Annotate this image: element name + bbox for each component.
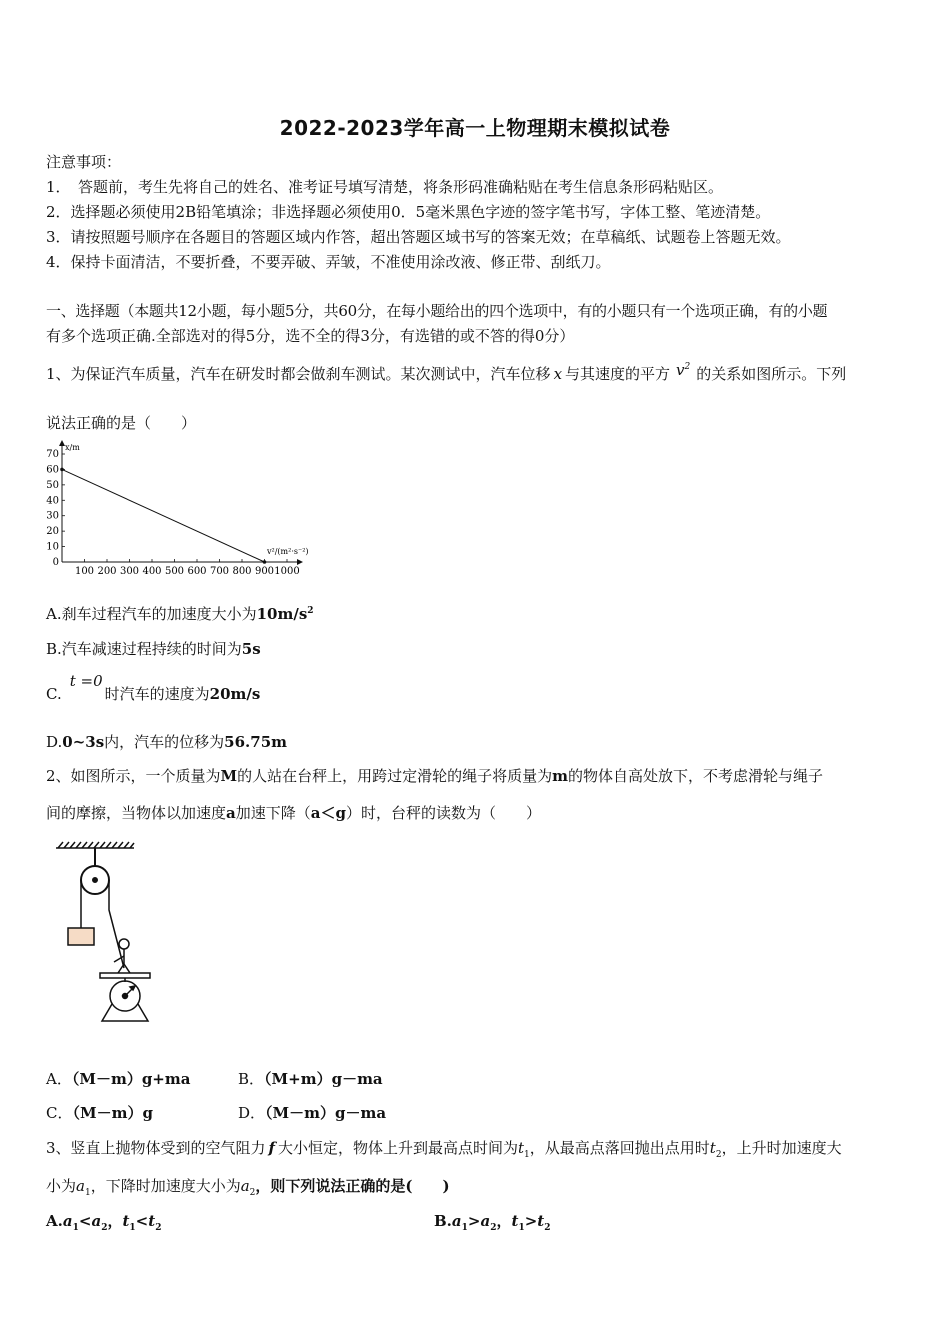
x-tick-label: 400	[142, 566, 162, 577]
section-heading-line: 有多个选项正确.全部选对的得5分，选不全的得3分，有选错的或不答的得0分）	[46, 327, 575, 345]
person-icon	[114, 939, 130, 973]
pulley-icon	[81, 848, 109, 894]
y-tick-label: 30	[46, 510, 59, 522]
y-tick-label: 20	[46, 526, 59, 538]
notice-item: 1． 答题前，考生先将自己的姓名、准考证号填写清楚，将条形码准确粘贴在考生信息条形码粘贴区。	[46, 178, 724, 196]
q1-stem-text: 1、为保证汽车质量，汽车在研发时都会做刹车测试。某次测试中，汽车位移	[46, 365, 551, 383]
x-tick-label: 1000	[274, 566, 300, 577]
y-tick-label: 70	[46, 449, 59, 460]
q1-option-d: D.0~3s内，汽车的位移为56.75m	[46, 733, 288, 751]
x-axis-arrow	[297, 559, 303, 565]
q1-chart	[40, 440, 340, 585]
series-line	[62, 469, 265, 562]
q1-option-c: C.t =0时汽车的速度为20m/s	[46, 672, 261, 703]
data-point	[263, 560, 267, 564]
chart-series	[60, 468, 266, 564]
notice-heading: 注意事项：	[46, 153, 122, 171]
q1-option-a: A.刹车过程汽车的加速度大小为$10m/s^2$	[46, 605, 314, 623]
q2-option-a: A．（M－m）g+ma	[46, 1070, 191, 1088]
data-point	[60, 468, 64, 472]
q1-stem-text: 与其速度的平方	[565, 365, 671, 383]
y-tick-label: 60	[46, 464, 59, 476]
var-v-squared: $v^2$	[676, 361, 691, 379]
q1-option-b: B.汽车减速过程持续的时间为5s	[46, 640, 261, 658]
x-tick-label: 600	[187, 566, 207, 577]
section-heading-line: 一、选择题（本题共12小题，每小题5分，共60分，在每小题给出的四个选项中，有的小题只有一个选项正确，有的小题	[46, 302, 828, 320]
q3-option-b: $B.a_1>a_2$，$t_1>t_2$	[434, 1212, 551, 1233]
q1-stem-text: 的关系如图所示。下列	[696, 365, 847, 383]
x-tick-label: 700	[209, 566, 230, 577]
q2-stem: 2、如图所示，一个质量为M的人站在台秤上，用跨过定滑轮的绳子将质量为m的物体自高处放下，不考虑滑轮与绳子	[46, 767, 824, 785]
ceiling	[56, 842, 134, 848]
q1-stem	[46, 361, 847, 384]
x-axis-label: v²/(m²·s⁻²)	[267, 547, 309, 556]
x-tick-label: 500	[164, 566, 185, 577]
q2-option-d: D．（M－m）g－ma	[238, 1104, 387, 1122]
y-tick-label: 50	[46, 479, 59, 491]
notice-item: 2．选择题必须使用2B铅笔填涂；非选择题必须使用0．5毫米黑色字迹的签字笔书写，字体工整、笔迹清楚。	[46, 203, 771, 221]
q2-option-b: B．（M+m）g－ma	[238, 1070, 383, 1088]
x-tick-label: 200	[97, 566, 117, 577]
y-axis-label: x/m	[65, 443, 80, 452]
notice-item: 4．保持卡面清洁，不要折叠，不要弄破、弄皱，不准使用涂改液、修正带、刮纸刀。	[46, 253, 611, 271]
q2-stem-line2: 间的摩擦，当物体以加速度a加速下降（a＜g）时，台秤的读数为（ ）	[46, 804, 541, 822]
chart-axes	[59, 440, 309, 565]
q2-option-c: C．（M－m）g	[46, 1104, 153, 1122]
x-tick-label: 300	[119, 566, 140, 577]
q3-stem-line2: 小为$a_1$，下降时加速度大小为$a_2$，则下列说法正确的是( )	[46, 1177, 450, 1198]
var-x: x	[553, 365, 563, 383]
q3-option-a: $A.a_1<a_2$，$t_1<t_2$	[46, 1212, 162, 1233]
page-title: 2022-2023学年高一上物理期末模拟试卷	[279, 116, 671, 140]
x-tick-label: 900	[254, 566, 275, 577]
hanging-mass	[68, 928, 94, 945]
notice-item: 3．请按照题号顺序在各题目的答题区域内作答，超出答题区域书写的答案无效；在草稿纸、试题卷上答题无效。	[46, 228, 791, 246]
y-tick-label: 0	[52, 557, 59, 568]
rope	[81, 880, 124, 968]
q3-stem: 3、竖直上抛物体受到的空气阻力 f 大小恒定，物体上升到最高点时间为$t_1$，从最高点落回抛出点用时$t_2$，上升时加速度大	[46, 1139, 842, 1160]
y-tick-label: 40	[46, 495, 59, 507]
y-tick-label: 10	[46, 541, 59, 553]
q1-option-c-math: t =0	[69, 672, 103, 690]
scale-icon	[100, 973, 150, 1021]
x-tick-label: 800	[232, 566, 252, 577]
q2-pulley-figure	[50, 840, 160, 1025]
q1-stem-line2: 说法正确的是（ ）	[46, 414, 197, 432]
x-tick-label: 100	[74, 566, 95, 577]
